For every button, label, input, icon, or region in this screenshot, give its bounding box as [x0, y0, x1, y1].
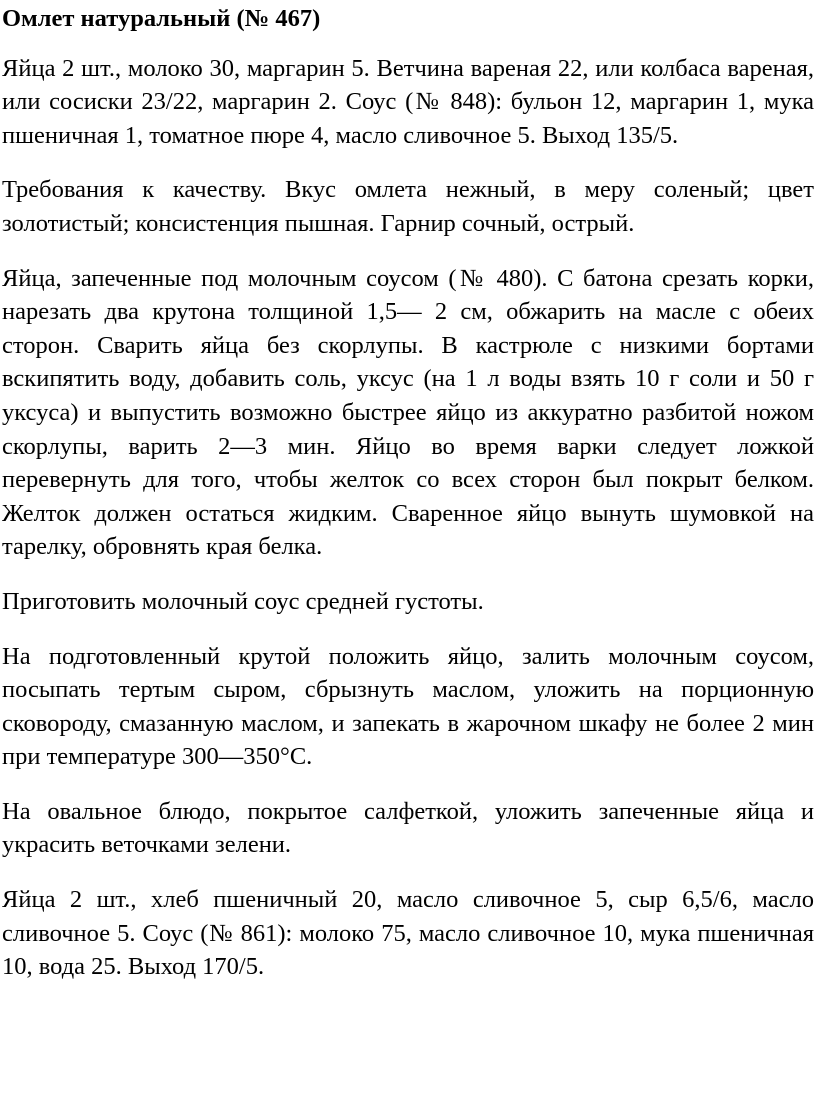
ingredients-omelet: Яйца 2 шт., молоко 30, маргарин 5. Ветчина вареная 22, или колбаса вареная, или сосиски 23/22, маргарин 2. Соус (№ 848): бульон 12, маргарин 1, мука пшеничная 1, томатное пюре 4, масло сливочное 5. Выход 135/5.: [2, 54, 814, 149]
assembly-step: На подготовленный крутой положить яйцо, залить молочным соусом, посыпать тертым сыром, сбрызнуть маслом, уложить на порционную сковороду, смазанную маслом, и запекать в жарочном шкафу не более 2 мин при температуре 300—350°С.: [2, 642, 814, 771]
serving-step: На овальное блюдо, покрытое салфеткой, уложить запеченные яйца и украсить веточками зелени.: [2, 797, 814, 859]
ingredients-baked-eggs: Яйца 2 шт., хлеб пшеничный 20, масло сливочное 5, сыр 6,5/6, масло сливочное 5. Соус (№ 861): молоко 75, масло сливочное 10, мука пшеничная 10, вода 25. Выход 170/5.: [2, 886, 814, 981]
quality-requirements: Требования к качеству. Вкус омлета нежный, в меру соленый; цвет золотистый; консистенция пышная. Гарнир сочный, острый.: [2, 176, 814, 237]
recipe-title: Омлет натуральный (№ 467): [2, 5, 321, 32]
milk-sauce-step: Приготовить молочный соус средней густоты.: [2, 587, 484, 615]
baked-eggs-method: Яйца, запеченные под молочным соусом (№ 480). С батона срезать корки, нарезать два крутона толщиной 1,5— 2 см, обжарить на масле с обеих сторон. Сварить яйца без скорлупы. В кастрюле с низкими бортами вскипятить воду, добавить соль, уксус (на 1 л воды взять 10 г соли и 50 г уксуса) и выпустить возможно быстрее яйцо из аккуратно разбитой ножом скорлупы, варить 2—3 мин. Яйцо во время варки следует ложкой перевернуть для того, чтобы желток со всех сторон был покрыт белком. Желток должен остаться жидким. Сваренное яйцо вынуть шумовкой на тарелку, обровнять края белка.: [2, 264, 814, 561]
document-page: [2, 0, 814, 984]
